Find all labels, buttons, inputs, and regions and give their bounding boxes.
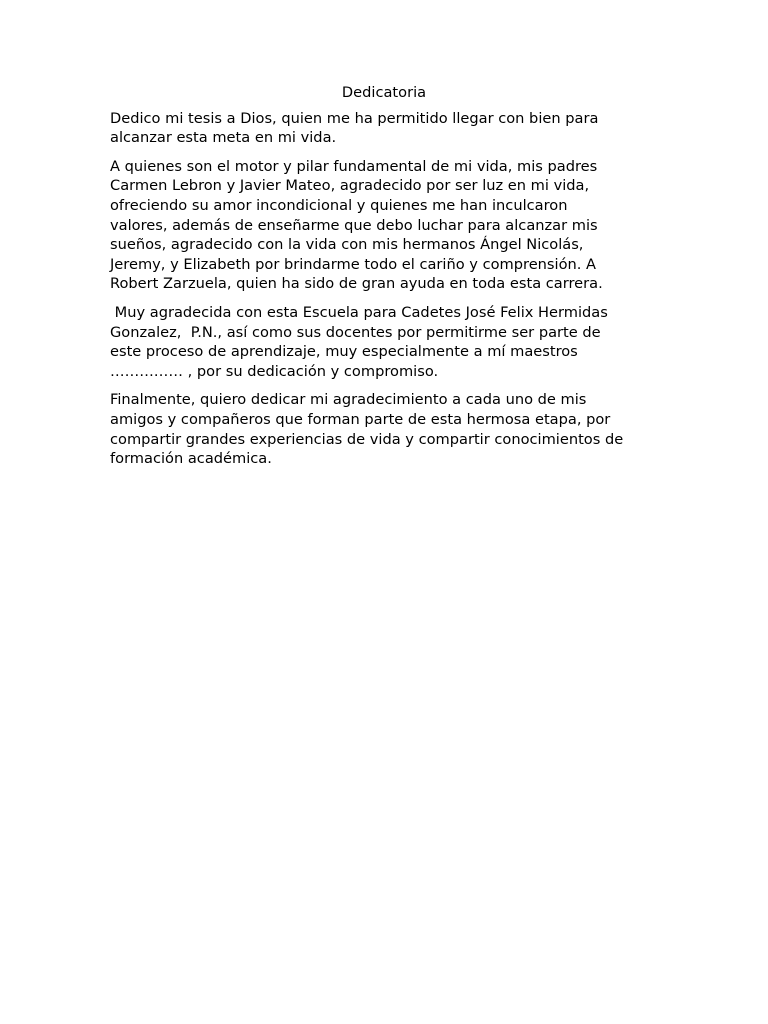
text-line: Jeremy, y Elizabeth por brindarme todo el cariño y comprensión. A [110, 255, 597, 273]
paragraph-3 [110, 303, 658, 381]
text-line: …………… , por su dedicación y compromiso. [110, 362, 439, 380]
text-line: alcanzar esta meta en mi vida. [110, 129, 337, 147]
text-line: Muy agradecida con esta Escuela para Cadetes José Felix Hermidas [110, 303, 608, 321]
text-line: este proceso de aprendizaje, muy especialmente a mí maestros [110, 343, 578, 361]
document-body [110, 83, 658, 478]
text-line: Carmen Lebron y Javier Mateo, agradecido por ser luz en mi vida, [110, 177, 590, 195]
text-line: sueños, agradecido con la vida con mis hermanos Ángel Nicolás, [110, 236, 584, 254]
text-line: Finalmente, quiero dedicar mi agradecimiento a cada uno de mis [110, 391, 587, 409]
text-line: ofreciendo su amor incondicional y quienes me han inculcaron [110, 196, 568, 214]
paragraph-4 [110, 390, 658, 468]
text-line: Robert Zarzuela, quien ha sido de gran ayuda en toda esta carrera. [110, 275, 603, 293]
text-line: valores, además de enseñarme que debo luchar para alcanzar mis [110, 216, 598, 234]
text-line: amigos y compañeros que forman parte de esta hermosa etapa, por [110, 410, 611, 428]
text-line: formación académica. [110, 450, 272, 468]
paragraph-1 [110, 109, 658, 148]
page-title: Dedicatoria [341, 84, 427, 101]
paragraph-2 [110, 157, 658, 294]
text-line: Dedico mi tesis a Dios, quien me ha permitido llegar con bien para [110, 109, 599, 127]
text-line: compartir grandes experiencias de vida y compartir conocimientos de [110, 430, 624, 448]
text-line: A quienes son el motor y pilar fundamental de mi vida, mis padres [110, 157, 598, 175]
text-line: Gonzalez, P.N., así como sus docentes por permitirme ser parte de [110, 323, 601, 341]
